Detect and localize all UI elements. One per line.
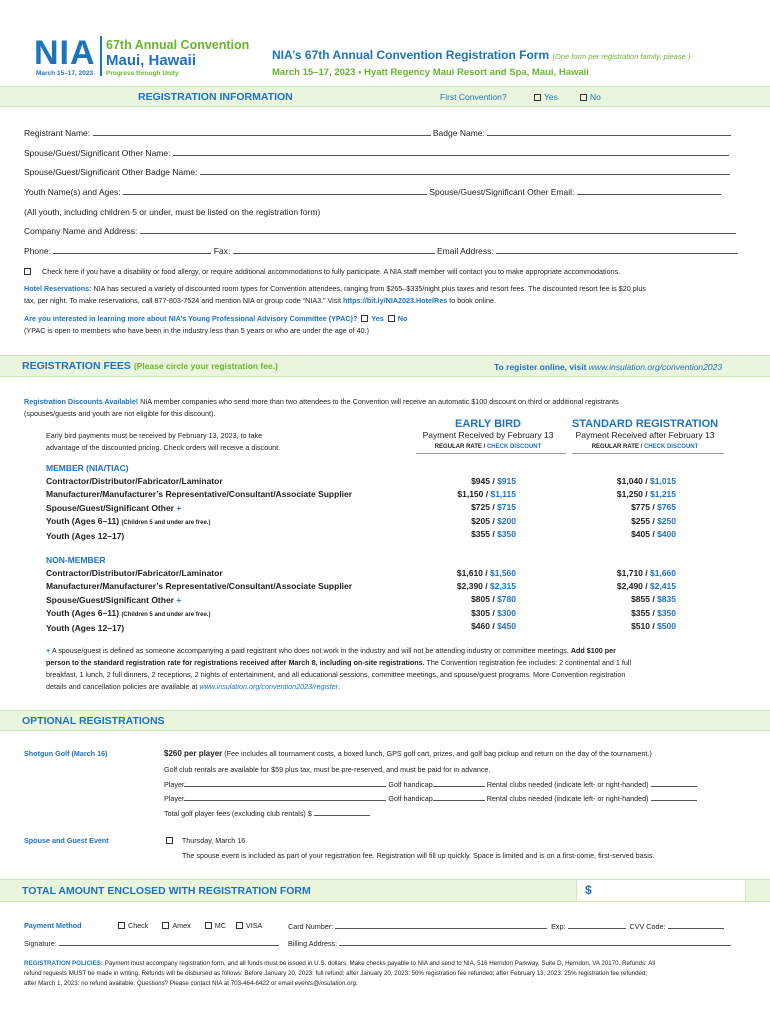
registration-info-heading: REGISTRATION INFORMATION — [138, 91, 293, 103]
standard-sub: Payment Received after February 13 — [575, 430, 715, 440]
member-early-fees[interactable] — [416, 475, 516, 541]
guest-note-1 — [46, 646, 616, 655]
discount-label: Registration Discounts Available! — [24, 397, 139, 406]
optional-bar — [0, 710, 770, 731]
regular-rate-value: $775 / — [631, 502, 658, 513]
nonmember-fee-list — [46, 554, 352, 635]
check-discount-value: $1,560 — [490, 568, 516, 578]
exp-field[interactable] — [568, 921, 626, 929]
early-bird-sub: Payment Received by February 13 — [422, 430, 554, 440]
nonmember-standard-fee-4[interactable] — [576, 607, 676, 620]
regular-rate-value: $405 / — [631, 528, 658, 539]
member-row-2: Manufacturer/Manufacturer’s Representative/Consultant/Associate Supplier — [46, 489, 353, 500]
regular-rate-value: $2,390 / — [456, 581, 490, 592]
member-standard-fee-4[interactable] — [576, 515, 676, 528]
member-standard-fee-3[interactable] — [576, 501, 676, 514]
discount-text-1: NIA member companies who send more than two attendees to the Convention will receive an automatic $100 discount on third or additional registrants — [140, 397, 619, 406]
company-field[interactable] — [140, 226, 736, 234]
member-early-fee-4[interactable] — [416, 515, 516, 528]
guest-note-2 — [46, 658, 631, 667]
badge-name-field[interactable] — [487, 128, 731, 136]
golf-price-note: (Fee includes all tournament costs, a boxed lunch, GPS golf cart, prizes, and golf bag pickup and return on the day of the tournament.) — [224, 749, 652, 758]
guest-note-2a: person to the standard registration rate for registrations received after March 8, including on-site registrations. — [46, 658, 425, 667]
signature-field[interactable] — [59, 938, 279, 946]
regular-rate-value: $945 / — [471, 476, 498, 486]
golf-price: $260 per player — [164, 749, 223, 758]
ypac-question: Are you interested in learning more about NIA’s Young Professional Advisory Committee (YPAC)? — [24, 314, 358, 323]
check-discount-value: $250 — [657, 515, 676, 526]
ypac-no-label: No — [397, 314, 408, 323]
player-label-2: Player — [164, 794, 185, 803]
fees-heading-note: (Please circle your registration fee.) — [133, 361, 278, 371]
policies-text-1: Payment must accompany registration form, and all funds must be issued in U.S. dollars. Make checks payable to NIA and send to NIA, 516 Herndon Parkway, Suite D, Herndon, VA 20170. Refunds: All — [104, 960, 656, 967]
regular-rate-value: $510 / — [631, 620, 658, 631]
check-discount-value: $200 — [497, 515, 516, 526]
nonmember-early-fee-3[interactable] — [416, 593, 516, 606]
early-bird-header — [412, 418, 564, 450]
regular-rate-value: $305 / — [471, 607, 498, 618]
nonmember-early-fee-1[interactable] — [416, 567, 516, 580]
signature-label: Signature: — [24, 939, 57, 948]
check-discount-value: $350 — [657, 607, 676, 618]
cvv-field[interactable] — [668, 921, 724, 929]
yes-label: Yes — [544, 92, 558, 102]
early-bird-rule — [416, 453, 566, 454]
spouse-name-field[interactable] — [173, 148, 729, 156]
nonmember-row-1: Contractor/Distributor/Fabricator/Laminator — [46, 568, 223, 579]
company-label: Company Name and Address: — [24, 226, 138, 236]
check-discount-value: $1,115 — [490, 489, 516, 500]
total-dollar-sign: $ — [585, 883, 592, 897]
member-early-fee-1[interactable] — [416, 475, 516, 488]
standard-rule — [572, 453, 724, 454]
nonmember-early-fee-4[interactable] — [416, 607, 516, 620]
ypac-row — [24, 314, 407, 323]
golf-player-row-1[interactable] — [164, 779, 697, 789]
regular-rate-value: $355 / — [631, 607, 658, 618]
player-field-1[interactable] — [184, 779, 386, 787]
discount-text-2: (spouses/guests and youth are not eligible for this discount). — [24, 409, 216, 418]
policies-text-3a: after March 1, 2023: no refund available. Questions? Please contact NIA at 703-464-6422 or email — [24, 980, 293, 987]
form-title — [272, 48, 690, 62]
member-row-1: Contractor/Distributor/Fabricator/Laminator — [46, 476, 223, 487]
hotel-text-3: to book online. — [449, 296, 496, 305]
no-label: No — [590, 92, 601, 102]
guest-note-1b: Add $100 per — [570, 646, 616, 655]
regular-rate-value: $1,150 / — [457, 489, 491, 500]
regular-rate-value: $805 / — [471, 594, 498, 605]
disability-row[interactable] — [24, 267, 620, 276]
email-field[interactable] — [496, 246, 738, 254]
first-convention-no[interactable] — [580, 92, 601, 102]
policies-text-3b: . — [356, 980, 358, 987]
early-bird-note-2: advantage of the discounted pricing. Check orders will receive a discount. — [46, 443, 281, 452]
card-number-label: Card Number: — [288, 922, 334, 931]
yes-checkbox[interactable] — [534, 94, 541, 101]
form-subtitle: March 15–17, 2023 • Hyatt Regency Maui Resort and Spa, Maui, Hawaii — [272, 67, 589, 78]
spouse-event-checkbox[interactable] — [166, 837, 173, 844]
check-discount-value: $1,015 — [650, 476, 676, 486]
logo-divider — [100, 36, 102, 76]
check-option[interactable] — [118, 921, 148, 930]
logo-tagline: Progress through Unity — [106, 70, 179, 77]
hotel-text-2: tax, per night. To make reservations, call 877-803-7524 and mention NIA or group code “NIA3.” Visit — [24, 296, 341, 305]
guest-note-plus: + — [46, 646, 51, 655]
check-discount-value: $2,315 — [490, 581, 516, 592]
youth-names-row[interactable] — [24, 187, 721, 197]
total-golf-field[interactable] — [314, 808, 370, 816]
regular-rate-value: $1,710 / — [616, 568, 650, 578]
fax-label: Fax: — [213, 246, 231, 256]
guest-note-4b: . — [338, 682, 341, 691]
check-label: Check — [128, 921, 149, 930]
early-regular-rate: REGULAR RATE / — [434, 444, 486, 450]
member-row-5: Youth (Ages 12–17) — [46, 531, 125, 542]
cvv-label: CVV Code: — [629, 922, 666, 931]
rental-label-2: Rental clubs needed (indicate left- or right-handed) — [486, 794, 649, 803]
nonmember-heading: NON-MEMBER — [46, 555, 106, 565]
disability-text: Check here if you have a disability or food allergy, or require additional accommodations to fully participate. A NIA staff member will contact you to make appropriate accommodations. — [42, 267, 621, 276]
guest-note-2b: The Convention registration fee includes: 2 continental and 1 full — [426, 658, 632, 667]
nonmember-early-fees[interactable] — [416, 567, 516, 633]
nonmember-standard-fee-2[interactable] — [576, 580, 676, 593]
logo-nia-text: NIA — [34, 34, 96, 72]
form-title-text: NIA’s 67th Annual Convention Registration Form — [272, 48, 550, 62]
regular-rate-value: $1,040 / — [616, 476, 650, 486]
nonmember-early-fee-5[interactable] — [416, 620, 516, 633]
total-amount-field[interactable] — [576, 879, 746, 902]
spouse-event-label: Spouse and Guest Event — [24, 836, 109, 845]
check-discount-value: $1,660 — [650, 568, 676, 578]
email-label: Email Address: — [436, 246, 494, 256]
registration-fees-heading — [22, 360, 278, 372]
member-row-4: Youth (Ages 6–11) (Children 5 and under are free.) — [46, 515, 211, 526]
spouse-event-date: Thursday, March 16 — [181, 836, 246, 845]
member-standard-fee-2[interactable] — [576, 488, 676, 501]
standard-regular-rate: REGULAR RATE / — [591, 444, 643, 450]
hotel-row-1 — [24, 284, 646, 293]
register-online — [494, 362, 722, 372]
regular-rate-value: $255 / — [631, 515, 658, 526]
check-discount-value: $500 — [657, 620, 676, 631]
amex-label: Amex — [172, 921, 191, 930]
payment-method-label: Payment Method — [24, 921, 82, 930]
member-fee-list — [46, 462, 352, 543]
registrant-name-field[interactable] — [93, 128, 431, 136]
first-convention-question: First Convention? — [440, 92, 507, 102]
golf-rental: Golf club rentals are available for $59 plus tax, must be pre-reserved, and must be paid for in advance. — [164, 765, 491, 774]
check-discount-value: $765 — [657, 502, 676, 513]
check-discount-value: $715 — [497, 502, 516, 513]
ypac-no-checkbox[interactable] — [388, 315, 395, 322]
handicap-field-2[interactable] — [433, 793, 485, 801]
standard-check-discount: CHECK DISCOUNT — [643, 444, 699, 450]
golf-player-row-2[interactable] — [164, 793, 697, 803]
early-bird-title: EARLY BIRD — [454, 418, 522, 430]
guest-note-4a: details and cancellation policies are available at — [46, 682, 198, 691]
card-row[interactable] — [288, 921, 724, 931]
spouse-name-row[interactable] — [24, 148, 729, 158]
optional-heading: OPTIONAL REGISTRATIONS — [22, 715, 165, 727]
nonmember-standard-fees[interactable] — [576, 567, 676, 633]
regular-rate-value: $460 / — [471, 620, 498, 631]
register-link[interactable]: www.insulation.org/convention2023/register — [199, 682, 339, 691]
spouse-event-date-row[interactable] — [166, 836, 245, 845]
billing-row[interactable] — [288, 938, 731, 948]
check-discount-value: $835 — [657, 594, 676, 605]
golf-total-row[interactable] — [164, 808, 370, 818]
logo-dates: March 15–17, 2023 — [36, 70, 94, 77]
youth-names-field[interactable] — [123, 187, 427, 195]
hotel-row-2 — [24, 296, 496, 305]
spouse-email-field[interactable] — [577, 187, 721, 195]
check-discount-value: $350 — [497, 528, 516, 539]
player-label-1: Player — [164, 780, 185, 789]
visa-label: VISA — [245, 921, 263, 930]
amex-option[interactable] — [162, 921, 190, 930]
hotel-text-1: NIA has secured a variety of discounted room types for Convention attendees, ranging from $265–$335/night plus taxes and resort fees. The discounted resort fee is $20 plus — [93, 284, 646, 293]
nonmember-standard-fee-3[interactable] — [576, 593, 676, 606]
standard-title: STANDARD REGISTRATION — [571, 418, 719, 430]
regular-rate-value: $725 / — [471, 502, 498, 513]
check-discount-value: $300 — [497, 607, 516, 618]
nia-convention-logo — [24, 30, 274, 80]
nonmember-row-5: Youth (Ages 12–17) — [46, 623, 125, 634]
spouse-badge-row[interactable] — [24, 167, 730, 177]
badge-name-label: Badge Name: — [432, 128, 485, 138]
nonmember-early-fee-2[interactable] — [416, 580, 516, 593]
member-standard-fee-1[interactable] — [576, 475, 676, 488]
no-checkbox[interactable] — [580, 94, 587, 101]
nonmember-row-4: Youth (Ages 6–11) (Children 5 and under are free.) — [46, 607, 211, 618]
phone-field[interactable] — [53, 246, 211, 254]
rental-field-2[interactable] — [651, 793, 697, 801]
mc-checkbox[interactable] — [205, 922, 212, 929]
spouse-event-note: The spouse event is included as part of your registration fee. Registration will fill up quickly. Space is limited and is on a first-come, first-served basis. — [182, 851, 655, 860]
total-golf-label: Total golf player fees (excluding club rentals) $ — [164, 809, 312, 818]
youth-note: (All youth, including children 5 or under, must be listed on the registration form) — [24, 207, 321, 217]
ypac-no[interactable] — [388, 314, 408, 323]
mc-option[interactable] — [205, 921, 226, 930]
policies-row-1 — [24, 960, 655, 967]
handicap-label-2: Golf handicap — [388, 794, 433, 803]
spouse-badge-field[interactable] — [200, 167, 730, 175]
golf-label: Shotgun Golf (March 16) — [24, 749, 108, 758]
spouse-email-label: Spouse/Guest/Significant Other Email: — [429, 187, 575, 197]
online-link[interactable]: www.insulation.org/convention2023 — [588, 362, 723, 372]
handicap-field-1[interactable] — [433, 779, 485, 787]
registration-info-bar — [0, 86, 770, 107]
check-discount-value: $1,215 — [650, 489, 676, 500]
ypac-yes-checkbox[interactable] — [361, 315, 368, 322]
hotel-label: Hotel Reservations: — [24, 284, 92, 293]
policies-email[interactable]: events@insulation.org — [294, 980, 357, 987]
guest-note-4 — [46, 682, 340, 691]
check-discount-value: $780 — [497, 594, 516, 605]
standard-rate-heading — [566, 444, 724, 450]
total-heading: TOTAL AMOUNT ENCLOSED WITH REGISTRATION FORM — [22, 885, 311, 897]
ypac-yes[interactable] — [361, 314, 383, 323]
logo-convention: 67th Annual Convention — [106, 38, 250, 52]
guest-note-1a: A spouse/guest is defined as someone accompanying a paid registrant who does not work in the industry and will not be attending industry or committee meetings. — [51, 646, 569, 655]
member-standard-fees[interactable] — [576, 475, 676, 541]
nonmember-row-2: Manufacturer/Manufacturer’s Representative/Consultant/Associate Supplier — [46, 581, 353, 592]
phone-label: Phone: — [24, 246, 51, 256]
check-checkbox[interactable] — [118, 922, 125, 929]
disability-checkbox[interactable] — [24, 268, 31, 275]
member-early-fee-2[interactable] — [416, 488, 516, 501]
regular-rate-value: $355 / — [471, 528, 498, 539]
golf-price-row — [164, 749, 652, 758]
contact-row[interactable] — [24, 246, 738, 256]
check-discount-value: $915 — [497, 476, 516, 486]
logo-location: Maui, Hawaii — [106, 52, 197, 69]
amex-checkbox[interactable] — [162, 922, 169, 929]
rental-label-1: Rental clubs needed (indicate left- or right-handed) — [486, 780, 649, 789]
fax-field[interactable] — [233, 246, 435, 254]
form-title-note: (One form per registration family, please.) — [552, 52, 691, 61]
regular-rate-value: $1,610 / — [456, 568, 490, 578]
registrant-name-label: Registrant Name: — [24, 128, 91, 138]
check-discount-value: $450 — [497, 620, 516, 631]
card-number-field[interactable] — [335, 921, 547, 929]
billing-field[interactable] — [339, 938, 731, 946]
regular-rate-value: $205 / — [471, 515, 498, 526]
check-discount-value: $2,415 — [650, 581, 676, 592]
nonmember-standard-fee-1[interactable] — [576, 567, 676, 580]
company-row[interactable] — [24, 226, 736, 236]
member-heading: MEMBER (NIA/TIAC) — [46, 463, 129, 473]
visa-checkbox[interactable] — [236, 922, 243, 929]
member-standard-fee-5[interactable] — [576, 528, 676, 541]
policies-row-2: refund requests MUST be made in writing. Refunds will be disbursed as follows: Before January 20, 2023: full refund; after January 20, 2023: 50% registration fee refunded; after February 13, 2023: 25% registration fee refunded; — [24, 970, 648, 977]
registration-fees-bar — [0, 355, 770, 377]
nonmember-row-3: Spouse/Guest/Significant Other + — [46, 594, 182, 605]
policies-row-3 — [24, 980, 358, 987]
mc-label: MC — [214, 921, 226, 930]
guest-note-3: breakfast, 1 lunch, 2 full dinners, 2 receptions, 2 nights of entertainment, and all educational sessions, committee meetings, and spouse/guest programs. More Convention registration — [46, 670, 626, 679]
early-bird-note-1: Early bird payments must be received by February 13, 2023, to take — [46, 431, 263, 440]
ypac-note: (YPAC is open to members who have been in the industry less than 5 years or who are under the age of 40.) — [24, 326, 370, 335]
nonmember-standard-fee-5[interactable] — [576, 620, 676, 633]
regular-rate-value: $2,490 / — [616, 581, 650, 592]
billing-label: Billing Address: — [288, 939, 338, 948]
handicap-label-1: Golf handicap — [388, 780, 433, 789]
rental-field-1[interactable] — [651, 779, 697, 787]
member-early-fee-3[interactable] — [416, 501, 516, 514]
visa-option[interactable] — [236, 921, 262, 930]
fees-heading-text: REGISTRATION FEES — [22, 360, 131, 372]
payment-options[interactable] — [118, 921, 262, 930]
check-discount-value: $400 — [657, 528, 676, 539]
payment-row[interactable] — [24, 921, 82, 930]
standard-header — [566, 418, 724, 450]
early-bird-rate-heading — [412, 444, 564, 450]
signature-row[interactable] — [24, 938, 279, 948]
spouse-badge-label: Spouse/Guest/Significant Other Badge Name: — [24, 167, 198, 177]
registrant-name-row[interactable] — [24, 128, 731, 138]
player-field-2[interactable] — [184, 793, 386, 801]
member-row-3: Spouse/Guest/Significant Other + — [46, 502, 182, 513]
exp-label: Exp: — [551, 922, 566, 931]
hotel-link[interactable]: https://bit.ly/NIA2023.HotelRes — [342, 296, 448, 305]
policies-label: REGISTRATION POLICIES: — [24, 960, 103, 967]
spouse-name-label: Spouse/Guest/Significant Other Name: — [24, 148, 171, 158]
first-convention-yes[interactable] — [534, 92, 558, 102]
regular-rate-value: $855 / — [631, 594, 658, 605]
ypac-yes-label: Yes — [371, 314, 384, 323]
regular-rate-value: $1,250 / — [616, 489, 650, 500]
discount-row-1 — [24, 397, 619, 406]
youth-names-label: Youth Name(s) and Ages: — [24, 187, 121, 197]
member-early-fee-5[interactable] — [416, 528, 516, 541]
online-prefix: To register online, visit — [494, 362, 587, 372]
early-check-discount: CHECK DISCOUNT — [486, 444, 542, 450]
